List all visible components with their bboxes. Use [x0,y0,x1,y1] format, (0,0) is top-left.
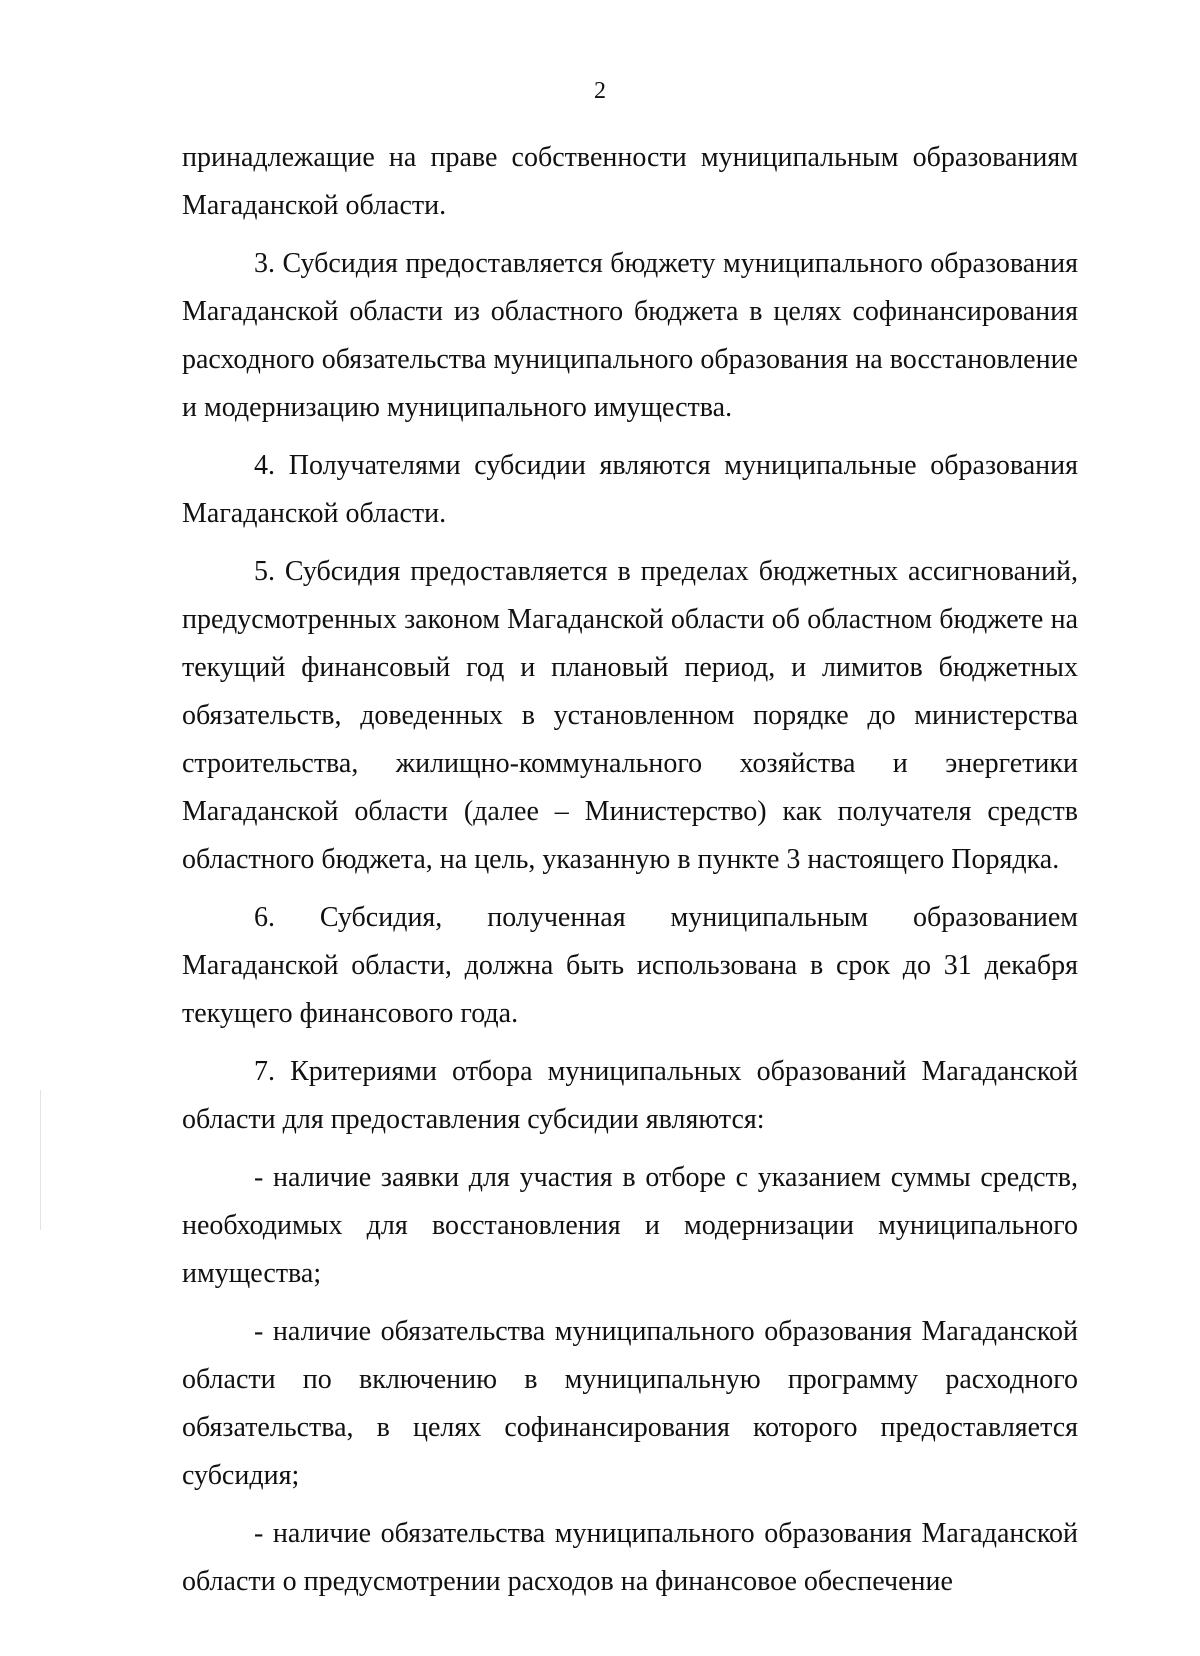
criteria-bullet-3: - наличие обязательства муниципального образования Магаданской области о предусмотрении расходов на финансовое обеспечение [182,1518,1078,1597]
paragraph-continuation: принадлежащие на праве собственности муниципальным образованиям Магаданской области. [182,142,1078,221]
scan-artifact-line [40,1090,41,1230]
paragraph-item-6: 6. Субсидия, полученная муниципальным образованием Магаданской области, должна быть использована в срок до 31 декабря текущего финансового года. [182,902,1078,1029]
paragraph-item-7: 7. Критериями отбора муниципальных образований Магаданской области для предоставления субсидии являются: [182,1056,1078,1135]
page-number: 2 [594,78,606,104]
document-body [182,134,1078,1606]
paragraph-item-3: 3. Субсидия предоставляется бюджету муниципального образования Магаданской области из областного бюджета в целях софинансирования расходного обязательства муниципального образования на восстановление и модернизацию муниципального имущества. [182,248,1078,423]
paragraph-item-4: 4. Получателями субсидии являются муниципальные образования Магаданской области. [182,450,1078,529]
paragraph-item-5: 5. Субсидия предоставляется в пределах бюджетных ассигнований, предусмотренных законом Магаданской области об областном бюджете на текущий финансовый год и плановый период, и лимитов бюджетных обязательств, доведенных в установленном порядке до министерства строительства, жилищно-коммунального хозяйства и энергетики Магаданской области (далее – Министерство) как получателя средств областного бюджета, на цель, указанную в пункте 3 настоящего Порядка. [182,556,1078,875]
criteria-bullet-2: - наличие обязательства муниципального образования Магаданской области по включению в муниципальную программу расходного обязательства, в целях софинансирования которого предоставляется субсидия; [182,1316,1078,1491]
criteria-bullet-1: - наличие заявки для участия в отборе с указанием суммы средств, необходимых для восстановления и модернизации муниципального имущества; [182,1162,1078,1289]
